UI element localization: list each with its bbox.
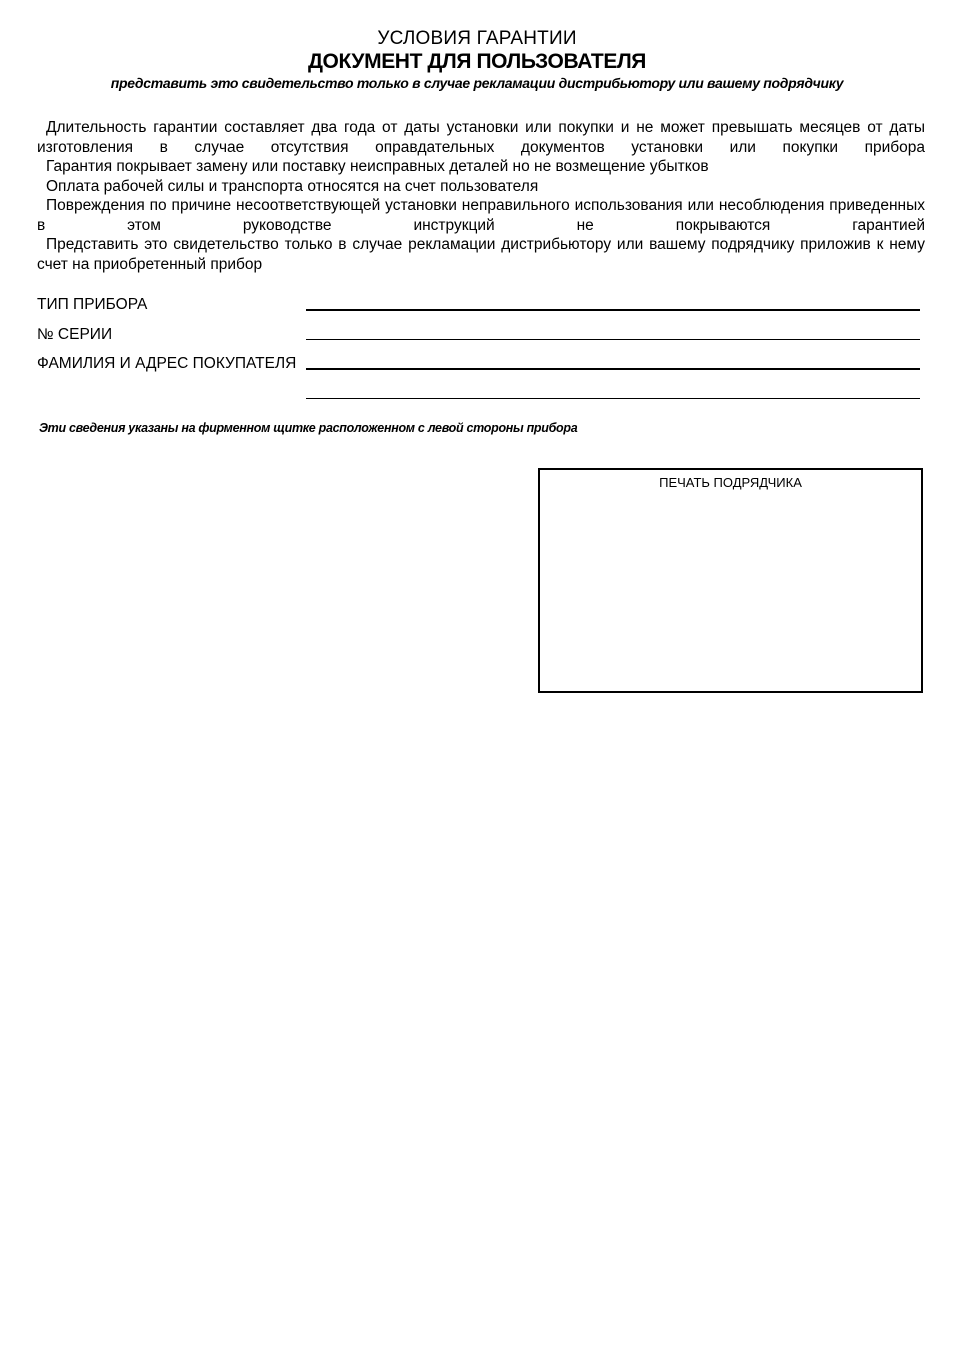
- device-type-line: [306, 309, 920, 311]
- buyer-address-extra-line: [306, 398, 920, 399]
- contractor-stamp-box: [538, 468, 923, 693]
- nameplate-note: Эти сведения указаны на фирменном щитке расположенном с левой стороны прибора: [39, 421, 578, 435]
- contractor-stamp-label: ПЕЧАТЬ ПОДРЯДЧИКА: [659, 475, 802, 490]
- header-note: представить это свидетельство только в случае рекламации дистрибьютору или вашему подрядчику: [110, 75, 844, 91]
- term-duration: Длительность гарантии составляет два года от даты установки или покупки и не может превышать месяцев от даты изготовления в случае отсутствия оправдательных документов установки или покупки прибора: [37, 119, 925, 156]
- document-subtitle: ДОКУМЕНТ ДЛЯ ПОЛЬЗОВАТЕЛЯ: [308, 50, 646, 73]
- term-claim-procedure: Представить это свидетельство только в случае рекламации дистрибьютору или вашему подрядчику приложив к нему счет на приобретенный прибор: [37, 236, 925, 273]
- term-exclusions: Повреждения по причине несоответствующей установки неправильного использования или несоблюдения приведенных в этом руководстве инструкций не покрываются гарантией: [37, 197, 925, 234]
- buyer-name-address-label: ФАМИЛИЯ И АДРЕС ПОКУПАТЕЛЯ: [37, 355, 297, 372]
- warranty-title: УСЛОВИЯ ГАРАНТИИ: [377, 28, 577, 49]
- warranty-terms: [37, 118, 925, 274]
- device-type-label: ТИП ПРИБОРА: [37, 296, 148, 313]
- term-labor-transport: Оплата рабочей силы и транспорта относятся на счет пользователя: [46, 177, 539, 195]
- document-header: [0, 28, 954, 93]
- term-coverage: Гарантия покрывает замену или поставку неисправных деталей но не возмещение убытков: [46, 158, 709, 175]
- buyer-name-address-line: [306, 368, 920, 370]
- serial-number-label: № СЕРИИ: [37, 326, 113, 343]
- serial-number-line: [306, 339, 920, 340]
